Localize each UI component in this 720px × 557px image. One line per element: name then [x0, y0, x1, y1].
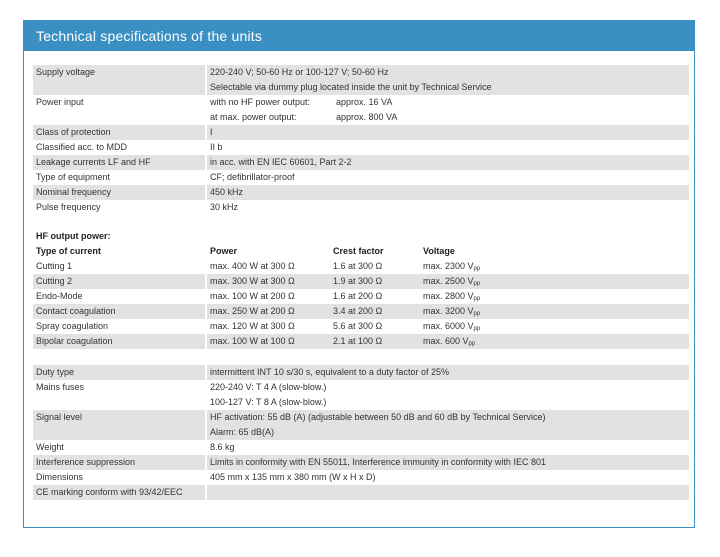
hf-voltage: max. 2300 V — [423, 261, 474, 271]
hf-row — [33, 274, 689, 289]
spec-value: Limits in conformity with EN 55011, Interference immunity in conformity with IEC 801 — [210, 457, 546, 467]
hf-power: max. 300 W at 300 Ω — [210, 276, 295, 286]
spec-row-power-input — [33, 95, 689, 125]
spec-value — [210, 485, 689, 500]
hf-voltage-unit-subscript: pp — [468, 341, 476, 347]
hf-crest: 2.1 at 100 Ω — [333, 336, 383, 346]
hf-crest: 5.6 at 300 Ω — [333, 321, 383, 331]
hf-section-title-row — [33, 229, 689, 244]
hf-voltage-unit-subscript: pp — [473, 326, 481, 332]
hf-row — [33, 334, 689, 349]
spec-label: Dimensions — [36, 472, 84, 482]
hf-header-type: Type of current — [36, 246, 101, 256]
hf-type: Bipolar coagulation — [36, 336, 113, 346]
hf-row — [33, 304, 689, 319]
hf-voltage-cell — [423, 289, 480, 304]
hf-type: Spray coagulation — [36, 321, 109, 331]
spec-label: Leakage currents LF and HF — [36, 157, 151, 167]
hf-voltage: max. 2500 V — [423, 276, 474, 286]
hf-voltage-cell — [423, 274, 480, 289]
spec-value: with no HF power output: — [210, 97, 311, 107]
spec-label: CE marking conform with 93/42/EEC — [36, 487, 183, 497]
spec-label: Power input — [36, 97, 84, 107]
spec-label: Duty type — [36, 367, 75, 377]
spec-value: Alarm: 65 dB(A) — [210, 427, 275, 437]
hf-voltage: max. 6000 V — [423, 321, 474, 331]
hf-section-title: HF output power: — [36, 231, 111, 241]
spec-label: Class of protection — [36, 127, 111, 137]
spec-label: Supply voltage — [36, 67, 96, 77]
hf-type: Endo-Mode — [36, 291, 83, 301]
panel-title: Technical specifications of the units — [24, 21, 694, 51]
spec-row-leakage-currents — [33, 155, 689, 170]
spec-value: 220-240 V: T 4 A (slow-blow.) — [210, 382, 327, 392]
hf-crest: 1.9 at 300 Ω — [333, 276, 383, 286]
spec-value: II b — [210, 142, 223, 152]
spec-label: Mains fuses — [36, 382, 85, 392]
hf-type: Contact coagulation — [36, 306, 116, 316]
hf-voltage-unit-subscript: pp — [473, 281, 481, 287]
spec-value: approx. 16 VA — [336, 97, 393, 107]
general-specs — [33, 65, 689, 215]
spec-value: I — [210, 127, 213, 137]
spec-value: at max. power output: — [210, 112, 297, 122]
hf-header-crest: Crest factor — [333, 246, 384, 256]
spec-label: Nominal frequency — [36, 187, 112, 197]
hf-voltage-cell — [423, 319, 480, 334]
spec-row-pulse-frequency — [33, 200, 689, 215]
hf-voltage-cell — [423, 334, 475, 349]
spec-value: 30 kHz — [210, 202, 239, 212]
spec-value: CF; defibrillator-proof — [210, 172, 295, 182]
spec-label: Type of equipment — [36, 172, 111, 182]
hf-row — [33, 319, 689, 334]
spec-value: in acc. with EN IEC 60601, Part 2-2 — [210, 157, 352, 167]
hf-voltage-cell — [423, 259, 480, 274]
spec-label: Pulse frequency — [36, 202, 101, 212]
hf-voltage-cell — [423, 304, 480, 319]
spec-row-type-of-equipment — [33, 170, 689, 185]
spec-value: 405 mm x 135 mm x 380 mm (W x H x D) — [210, 472, 376, 482]
hf-voltage: max. 3200 V — [423, 306, 474, 316]
spec-row-signal-level — [33, 410, 689, 440]
spec-value: approx. 800 VA — [336, 112, 398, 122]
hf-row — [33, 289, 689, 304]
hf-header-voltage: Voltage — [423, 246, 455, 256]
spec-value: intermittent INT 10 s/30 s, equivalent to a duty factor of 25% — [210, 367, 449, 377]
spec-label: Weight — [36, 442, 64, 452]
spec-row-mains-fuses — [33, 380, 689, 410]
spec-label: Classified acc. to MDD — [36, 142, 128, 152]
hf-power: max. 100 W at 100 Ω — [210, 336, 295, 346]
hf-crest: 3.4 at 200 Ω — [333, 306, 383, 316]
spec-value: 450 kHz — [210, 187, 244, 197]
spec-row-mdd-class — [33, 140, 689, 155]
hf-voltage: max. 600 V — [423, 336, 469, 346]
hf-power: max. 120 W at 300 Ω — [210, 321, 295, 331]
hf-power: max. 400 W at 300 Ω — [210, 261, 295, 271]
hf-voltage-unit-subscript: pp — [473, 266, 481, 272]
hf-row — [33, 259, 689, 274]
spec-row-interference-suppression — [33, 455, 689, 470]
hf-type: Cutting 1 — [36, 261, 73, 271]
hf-header-row — [33, 244, 689, 259]
hf-voltage-unit-subscript: pp — [473, 296, 481, 302]
spec-row-nominal-frequency — [33, 185, 689, 200]
hf-crest: 1.6 at 300 Ω — [333, 261, 383, 271]
spec-value: 8.6 kg — [210, 442, 235, 452]
spec-value: HF activation: 55 dB (A) (adjustable between 50 dB and 60 dB by Technical Service) — [210, 412, 546, 422]
hf-rows — [33, 259, 689, 349]
spec-row-ce-marking — [33, 485, 689, 500]
spec-value: 100-127 V: T 8 A (slow-blow.) — [210, 397, 327, 407]
spec-row-supply-voltage — [33, 65, 689, 95]
spec-row-dimensions — [33, 470, 689, 485]
other-specs — [33, 365, 689, 500]
spec-value: Selectable via dummy plug located inside the unit by Technical Service — [210, 82, 492, 92]
spec-row-weight — [33, 440, 689, 455]
spec-content — [33, 65, 689, 500]
hf-output-table — [33, 229, 689, 349]
hf-header-power: Power — [210, 246, 238, 256]
hf-power: max. 250 W at 200 Ω — [210, 306, 295, 316]
hf-crest: 1.6 at 200 Ω — [333, 291, 383, 301]
spec-panel — [23, 20, 695, 528]
spec-value: 220-240 V; 50-60 Hz or 100-127 V; 50-60 Hz — [210, 67, 389, 77]
hf-voltage-unit-subscript: pp — [473, 311, 481, 317]
hf-voltage: max. 2800 V — [423, 291, 474, 301]
spec-label: Interference suppression — [36, 457, 136, 467]
spec-row-duty-type — [33, 365, 689, 380]
spec-row-class-of-protection — [33, 125, 689, 140]
hf-power: max. 100 W at 200 Ω — [210, 291, 295, 301]
spec-label: Signal level — [36, 412, 83, 422]
hf-type: Cutting 2 — [36, 276, 73, 286]
